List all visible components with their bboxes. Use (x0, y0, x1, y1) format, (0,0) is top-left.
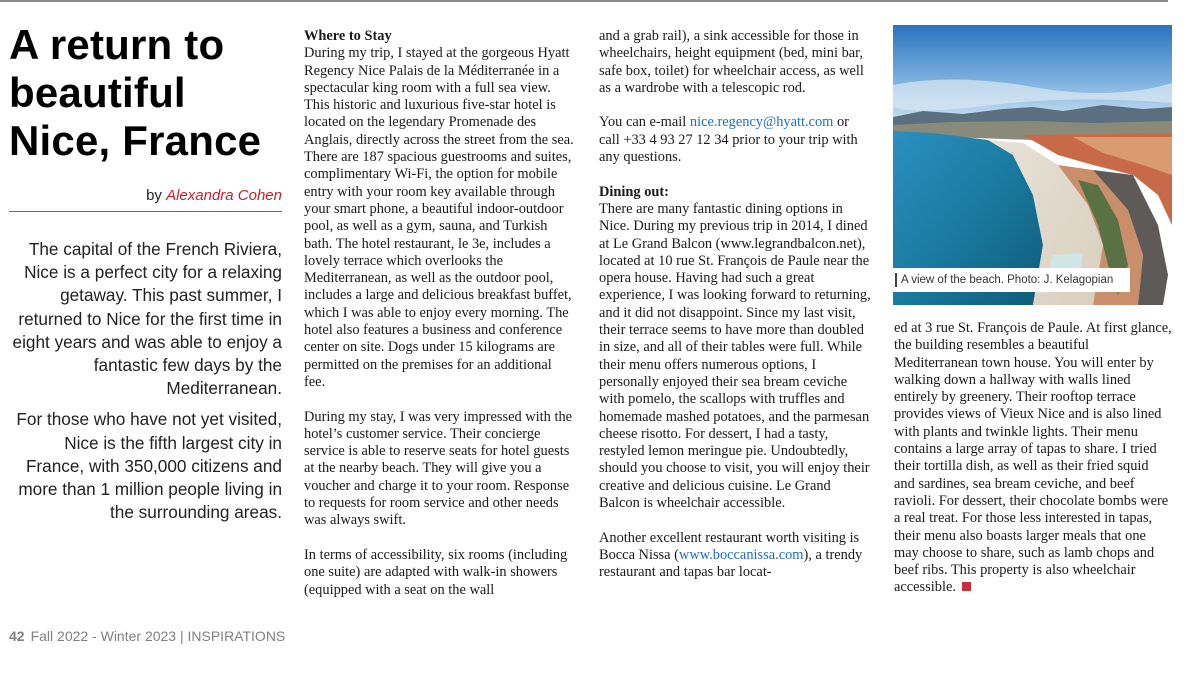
hotel-email-link[interactable]: nice.regency@hyatt.com (689, 114, 834, 131)
bocca-nissa-link[interactable]: www.boccanissa.com (678, 546, 804, 563)
body-paragraph: During my stay, I was very impressed with the hotel’s customer service. Their concierge service is able to reserve seats for hotel guests at the nearby beach. They will give you a voucher and charge it to your room. Response to requests for room service and other needs was always swift. (304, 408, 573, 529)
end-of-article-mark-icon (962, 582, 971, 591)
body-paragraph: There are many fantastic dining options in Nice. During my previous trip in 2014, I dined at Le Grand Balcon (www.legrandbalcon.net), located at 10 rue St. François de Paule near the opera house. Having had such a great experience, I was looking forward to returning, and it did not disappoint. Since my last visit, their terrace seems to have more than doubled in size, and all of their tables were full. While their menu offers numerous options, I personally enjoyed their sea bream ceviche with pomelo, the scallops with truffles and homemade mashed potatoes, and the parmesan cheese risotto. For dessert, I had a tasty, restyled lemon meringue pie. Undoubtedly, should you choose to visit, you will enjoy their creative and delicious cuisine. Le Grand Balcon is wheelchair accessible. (599, 200, 871, 512)
headline-line: Nice, France (9, 117, 262, 164)
byline (0, 187, 282, 204)
author-name: Alexandra Cohen (166, 187, 282, 204)
page-number: 42 (9, 628, 25, 644)
issue-info: Fall 2022 - Winter 2023 | INSPIRATIONS (30, 628, 286, 644)
section-heading-dining-out: Dining out: (599, 183, 669, 200)
beach-photo-image (893, 25, 1172, 305)
page-footer (9, 628, 285, 644)
intro-text (4, 238, 282, 532)
section-heading-where-to-stay: Where to Stay (304, 28, 392, 44)
contact-prefix: You can e-mail (599, 114, 690, 131)
body-paragraph: In terms of accessibility, six rooms (including one suite) are adapted with walk-in showers (equipped with a seat on the wall (304, 546, 568, 598)
text-span: ed at 3 rue St. François de Paule. At first glance, the building resembles a beautiful Mediterranean town house. You will enter by walking down a hallway with walls lined entirely by greenery. Their rooftop terrace provides views of Vieux Nice and is also lined with plants and twinkle lights. Their menu contains a large array of tapas to share. I tried their tortilla dish, as well as their fried squid and sardines, sea bream ceviche, and beef ravioli. For dessert, their chocolate bombs were a real treat. For those less interested in tapas, their menu also boasts larger meals that one may choose to share, such as lamb chops and beef ribs. This property is also wheelchair accessible. (894, 320, 1172, 596)
intro-paragraph: For those who have not yet visited, Nice is the fifth largest city in France, with 350,000 citizens and more than 1 million people living in the surrounding areas. (16, 409, 282, 523)
contact-suffix: or call +33 4 93 27 12 34 prior to your trip with any questions. (599, 114, 858, 166)
byline-divider (9, 211, 282, 212)
beach-photo (893, 25, 1172, 305)
body-column-1 (304, 28, 576, 616)
headline-line: A return to (9, 21, 225, 68)
top-rule (0, 0, 1168, 2)
text-span: ), a trendy restaurant and tapas bar locat- (599, 546, 863, 581)
body-column-3 (894, 320, 1172, 614)
body-column-2 (599, 28, 871, 599)
contact-paragraph (599, 114, 871, 166)
text-span: Another excellent restaurant worth visiting is Bocca Nissa ( (599, 529, 860, 563)
byline-prefix: by (146, 187, 167, 204)
body-paragraph (894, 320, 1172, 597)
body-paragraph (599, 530, 871, 582)
body-paragraph: and a grab rail), a sink accessible for those in wheelchairs, height equipment (bed, mini bar, safe box, toilet) for wheelchair access, as well as a wardrobe with a telescopic rod. (599, 28, 864, 96)
photo-caption: A view of the beach. Photo: J. Kelagopian (893, 268, 1130, 292)
article-headline (9, 21, 299, 165)
intro-paragraph: The capital of the French Riviera, Nice is a perfect city for a relaxing getaway. This past summer, I returned to Nice for the first time in eight years and was able to enjoy a fantastic few days by the Mediterranean. (12, 239, 282, 399)
headline-line: beautiful (9, 69, 186, 116)
body-paragraph: During my trip, I stayed at the gorgeous Hyatt Regency Nice Palais de la Méditerranée in a spectacular king room with a full sea view. This historic and luxurious five-star hotel is located on the legendary Promenade des Anglais, directly across the street from the sea. There are 187 spacious guestrooms and suites, complimentary Wi-Fi, the option for mobile entry with your room key available through your smart phone, a beautiful indoor-outdoor pool, as well as a gym, sauna, and Turkish bath. The hotel restaurant, le 3e, includes a lovely terrace which overlooks the Mediterranean, as well as the outdoor pool, includes a large and delicious breakfast buffet, which I was able to enjoy every morning. The hotel also features a business and conference center on site. Dogs under 15 kilograms are permitted on the premises for an additional fee. (304, 45, 574, 390)
